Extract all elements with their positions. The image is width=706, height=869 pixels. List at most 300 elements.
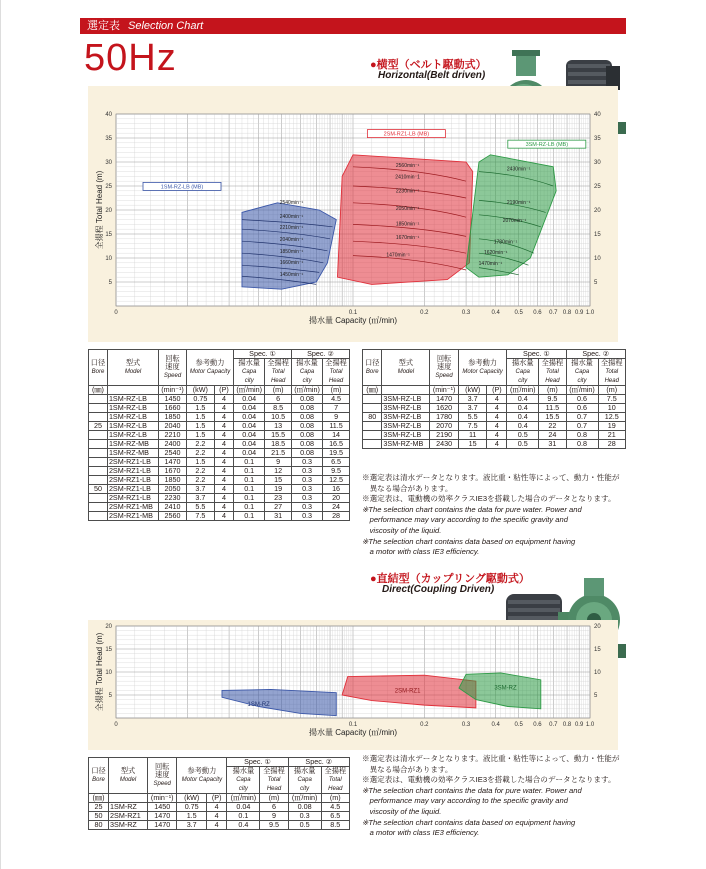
- col-speed: 回転 速度 Speed: [159, 350, 187, 386]
- cell-cap1: 0.04: [234, 431, 265, 440]
- cell-model: 3SM-RZ: [109, 821, 148, 830]
- cell-speed: 1620: [430, 404, 459, 413]
- note-3c: viscosity of the liquid.: [362, 525, 442, 535]
- unit-p: (P): [487, 386, 507, 395]
- cell-cap2: 0.7: [566, 422, 598, 431]
- note-3c: viscosity of the liquid.: [362, 806, 442, 816]
- cell-model: 2SM-RZ1-LB: [107, 467, 158, 476]
- x-tick-label: 0.5: [514, 310, 523, 316]
- y-tick-label: 15: [105, 232, 112, 238]
- cell-bore: [89, 467, 108, 476]
- cell-speed: 2070: [430, 422, 459, 431]
- cell-head1: 6: [260, 803, 288, 812]
- cell-kw: 11: [458, 431, 487, 440]
- direct-title-en: Direct(Coupling Driven): [382, 584, 495, 595]
- cell-head2: 19: [598, 422, 626, 431]
- note-1b: 異なる場合があります。: [362, 764, 453, 774]
- cell-p: 4: [214, 467, 233, 476]
- cell-speed: 1660: [159, 404, 187, 413]
- cell-head2: 4.5: [323, 395, 350, 404]
- speed-label: 1470min⁻¹: [478, 261, 503, 268]
- belt-spec-table-2: [362, 349, 626, 449]
- cell-head2: 6.5: [321, 812, 349, 821]
- x-tick-label: 0.9: [574, 722, 584, 728]
- unit-p: (P): [214, 386, 233, 395]
- cell-cap2: 0.08: [292, 440, 323, 449]
- speed-label: 1620min⁻¹: [483, 250, 508, 257]
- cell-cap1: 0.5: [507, 440, 539, 449]
- x-tick-label: 0.8: [562, 722, 572, 728]
- cell-bore: 80: [89, 821, 109, 830]
- cell-head1: 15.5: [539, 413, 566, 422]
- cell-model: 2SM-RZ1-MB: [107, 503, 158, 512]
- cell-speed: 1850: [159, 476, 187, 485]
- table-row: [89, 821, 350, 830]
- y-tick-label-right: 25: [594, 184, 601, 190]
- speed-label: 2070min⁻¹: [502, 218, 527, 224]
- cell-p: 4: [214, 404, 233, 413]
- speed-label: 1850min⁻¹: [395, 221, 420, 228]
- cell-model: 1SM-RZ: [109, 803, 148, 812]
- table-row: [363, 440, 626, 449]
- cell-head1: 31: [539, 440, 566, 449]
- belt-chart: [88, 86, 618, 342]
- cell-bore: [89, 404, 108, 413]
- cell-cap1: 0.4: [507, 422, 539, 431]
- cell-cap1: 0.04: [234, 449, 265, 458]
- cell-cap1: 0.04: [234, 404, 265, 413]
- cell-p: 4: [206, 821, 226, 830]
- col-motor: 参考動力 Motor Capacity: [186, 350, 233, 386]
- cell-model: 2SM-RZ1-LB: [107, 485, 158, 494]
- cell-p: 4: [214, 485, 233, 494]
- cell-p: 4: [214, 503, 233, 512]
- x-axis-label: 揚水量 Capacity (㎥/min): [308, 316, 398, 325]
- unit-kw: (kW): [458, 386, 487, 395]
- cell-head1: 15.5: [265, 431, 292, 440]
- col-head2: 全揚程 Total Head: [323, 359, 350, 386]
- cell-cap2: 0.5: [288, 821, 321, 830]
- y-tick-label: 20: [105, 208, 112, 214]
- note-1: ※選定表は清水データとなります。液比重・粘性等によって、動力・性能が: [362, 473, 620, 482]
- x-tick-label: 0.3: [461, 310, 471, 316]
- col-motor: 参考動力 Motor Capacity: [458, 350, 506, 386]
- col-motor: 参考動力 Motor Capacity: [177, 758, 227, 794]
- note-4: ※The selection chart contains data based on equipment having: [362, 817, 576, 827]
- cell-kw: 7.5: [186, 512, 214, 521]
- x-tick-label: 0.6: [533, 310, 542, 316]
- cell-p: 4: [487, 422, 507, 431]
- col-spec1: Spec. ①: [234, 350, 292, 359]
- cell-model: 1SM-RZ-LB: [107, 413, 158, 422]
- y-axis-label: 全揚程 Total Head (m): [95, 632, 104, 712]
- y-tick-label: 5: [108, 280, 112, 286]
- unit-cap2: (㎥/min): [566, 386, 598, 395]
- cell-kw: 1.5: [186, 413, 214, 422]
- unit-cap2: (㎥/min): [292, 386, 323, 395]
- cell-cap1: 0.04: [234, 440, 265, 449]
- header-bar: [80, 18, 626, 34]
- cell-p: 4: [487, 431, 507, 440]
- x-tick-label: 0: [114, 722, 118, 728]
- direct-chart: [88, 620, 618, 750]
- cell-cap1: 0.04: [227, 803, 260, 812]
- unit-speed: (min⁻¹): [147, 794, 176, 803]
- col-spec2: Spec. ②: [292, 350, 350, 359]
- cell-speed: 1470: [430, 395, 459, 404]
- cell-cap2: 0.08: [292, 422, 323, 431]
- cell-head1: 27: [265, 503, 292, 512]
- cell-p: 4: [214, 449, 233, 458]
- speed-label: 2040min⁻¹: [279, 237, 304, 244]
- y-tick-label-right: 5: [594, 693, 598, 699]
- series-label: 3SM-RZ: [494, 685, 517, 692]
- cell-head1: 9.5: [260, 821, 288, 830]
- cell-head2: 7.5: [598, 395, 626, 404]
- cell-cap2: 0.08: [288, 803, 321, 812]
- x-tick-label: 0.8: [562, 310, 572, 316]
- cell-cap2: 0.7: [566, 413, 598, 422]
- unit-speed: (min⁻¹): [159, 386, 187, 395]
- cell-head2: 28: [323, 512, 350, 521]
- y-tick-label: 10: [105, 256, 112, 262]
- cell-kw: 2.2: [186, 476, 214, 485]
- cell-cap1: 0.4: [507, 395, 539, 404]
- cell-bore: 50: [89, 812, 109, 821]
- cell-bore: [89, 458, 108, 467]
- unit-speed: (min⁻¹): [430, 386, 459, 395]
- cell-model: 2SM-RZ1-LB: [107, 494, 158, 503]
- cell-cap2: 0.08: [292, 449, 323, 458]
- cell-cap2: 0.3: [292, 467, 323, 476]
- cell-head2: 19.5: [323, 449, 350, 458]
- x-tick-label: 0.4: [491, 722, 500, 728]
- cell-head2: 24: [323, 503, 350, 512]
- speed-label: 2210min⁻¹: [279, 225, 304, 232]
- cell-cap1: 0.1: [234, 467, 265, 476]
- cell-bore: [89, 512, 108, 521]
- unit-head2: (m): [323, 386, 350, 395]
- cell-cap2: 0.3: [288, 812, 321, 821]
- cell-head2: 4.5: [321, 803, 349, 812]
- y-tick-label: 10: [105, 670, 112, 676]
- unit-cap2: (㎥/min): [288, 794, 321, 803]
- frequency-title: 50Hz: [84, 37, 177, 79]
- cell-model: 3SM-RZ-LB: [382, 404, 430, 413]
- col-cap1: 揚水量 Capa city: [234, 359, 265, 386]
- cell-kw: 0.75: [177, 803, 207, 812]
- cell-model: 1SM-RZ-LB: [107, 431, 158, 440]
- col-speed: 回転 速度 Speed: [430, 350, 459, 386]
- unit-cap1: (㎥/min): [234, 386, 265, 395]
- col-cap2: 揚水量 Capa city: [288, 767, 321, 794]
- cell-model: 2SM-RZ1-LB: [107, 476, 158, 485]
- cell-cap1: 0.4: [507, 413, 539, 422]
- cell-cap1: 0.1: [234, 485, 265, 494]
- unit-bore: (㎜): [363, 386, 382, 395]
- cell-bore: [89, 395, 108, 404]
- speed-label: 2190min⁻¹: [506, 200, 531, 207]
- col-bore: 口径 Bore: [89, 350, 108, 386]
- note-3: ※The selection chart contains the data for pure water. Power and: [362, 785, 582, 795]
- cell-head1: 15: [265, 476, 292, 485]
- cell-speed: 1470: [159, 458, 187, 467]
- page-edge: [0, 0, 1, 869]
- cell-head2: 21: [598, 431, 626, 440]
- cell-cap2: 0.3: [292, 494, 323, 503]
- belt-title-jp: ●横型（ベルト駆動式）: [370, 59, 487, 71]
- cell-bore: [89, 440, 108, 449]
- cell-bore: [89, 503, 108, 512]
- cell-head2: 12.5: [598, 413, 626, 422]
- cell-model: 2SM-RZ1: [109, 812, 148, 821]
- cell-head2: 7: [323, 404, 350, 413]
- cell-cap2: 0.3: [292, 512, 323, 521]
- cell-bore: 50: [89, 485, 108, 494]
- col-cap2: 揚水量 Capa city: [292, 359, 323, 386]
- cell-kw: 1.5: [186, 422, 214, 431]
- col-speed: 回転 速度 Speed: [147, 758, 176, 794]
- y-tick-label: 35: [105, 136, 112, 142]
- cell-kw: 2.2: [186, 440, 214, 449]
- y-tick-label: 20: [105, 624, 112, 630]
- cell-model: 1SM-RZ-MB: [107, 440, 158, 449]
- header-title-en: Selection Chart: [128, 20, 204, 32]
- cell-bore: [363, 440, 382, 449]
- cell-head1: 13: [265, 422, 292, 431]
- speed-label: 1660min⁻¹: [279, 260, 304, 267]
- cell-cap1: 0.4: [507, 404, 539, 413]
- cell-bore: 80: [363, 413, 382, 422]
- cell-cap2: 0.6: [566, 395, 598, 404]
- col-head1: 全揚程 Total Head: [265, 359, 292, 386]
- y-tick-label-right: 15: [594, 232, 601, 238]
- cell-speed: 1450: [147, 803, 176, 812]
- cell-kw: 1.5: [186, 458, 214, 467]
- cell-cap2: 0.3: [292, 485, 323, 494]
- cell-p: 4: [487, 440, 507, 449]
- cell-speed: 2190: [430, 431, 459, 440]
- cell-cap2: 0.8: [566, 440, 598, 449]
- cell-cap2: 0.8: [566, 431, 598, 440]
- cell-head1: 9: [265, 458, 292, 467]
- col-head1: 全揚程 Total Head: [539, 359, 566, 386]
- unit-bore: (㎜): [89, 794, 109, 803]
- series-label: 3SM-RZ-LB (MB): [525, 142, 569, 149]
- table-row: [89, 512, 350, 521]
- cell-head2: 11.5: [323, 422, 350, 431]
- cell-p: 4: [214, 476, 233, 485]
- cell-bore: [89, 494, 108, 503]
- speed-label: 1780min⁻¹: [493, 239, 518, 246]
- speed-label: 1670min⁻¹: [395, 234, 420, 241]
- cell-speed: 2560: [159, 512, 187, 521]
- y-tick-label-right: 40: [594, 112, 601, 118]
- cell-cap2: 0.3: [292, 458, 323, 467]
- cell-kw: 1.5: [186, 404, 214, 413]
- x-tick-label: 0: [114, 310, 118, 316]
- cell-bore: [363, 395, 382, 404]
- cell-kw: 7.5: [458, 422, 487, 431]
- cell-head1: 6: [265, 395, 292, 404]
- cell-cap1: 0.1: [234, 512, 265, 521]
- note-3: ※The selection chart contains the data for pure water. Power and: [362, 504, 582, 514]
- speed-label: 2410min⁻1: [395, 174, 420, 181]
- cell-speed: 2540: [159, 449, 187, 458]
- note-2: ※選定表は、電動機の効率クラスIE3を搭載した場合のデータとなります。: [362, 775, 616, 785]
- y-tick-label: 40: [105, 112, 112, 118]
- y-tick-label-right: 15: [594, 647, 601, 653]
- unit-head2: (m): [321, 794, 349, 803]
- cell-cap1: 0.1: [234, 494, 265, 503]
- cell-bore: 25: [89, 422, 108, 431]
- cell-kw: 3.7: [458, 395, 487, 404]
- cell-speed: 2050: [159, 485, 187, 494]
- cell-kw: 3.7: [186, 494, 214, 503]
- cell-cap1: 0.1: [234, 458, 265, 467]
- direct-notes: [362, 754, 632, 839]
- cell-cap1: 0.04: [234, 422, 265, 431]
- speed-label: 1850min⁻¹: [279, 249, 304, 256]
- cell-speed: 1780: [430, 413, 459, 422]
- cell-bore: [89, 449, 108, 458]
- cell-kw: 2.2: [186, 449, 214, 458]
- y-tick-label-right: 20: [594, 624, 601, 630]
- x-tick-label: 0.5: [514, 722, 523, 728]
- cell-model: 2SM-RZ1-LB: [107, 458, 158, 467]
- speed-label: 2230min⁻¹: [395, 188, 420, 195]
- y-tick-label-right: 20: [594, 208, 601, 214]
- cell-kw: 1.5: [186, 431, 214, 440]
- note-1b: 異なる場合があります。: [362, 483, 453, 493]
- unit-head1: (m): [260, 794, 288, 803]
- col-bore: 口径 Bore: [89, 758, 109, 794]
- cell-head1: 24: [539, 431, 566, 440]
- cell-cap2: 0.3: [292, 476, 323, 485]
- unit-cap1: (㎥/min): [227, 794, 260, 803]
- series-label: 2SM-RZ1-LB (MB): [383, 131, 430, 138]
- belt-notes: [362, 473, 632, 558]
- cell-speed: 1470: [147, 812, 176, 821]
- cell-kw: 2.2: [186, 467, 214, 476]
- cell-head1: 31: [265, 512, 292, 521]
- col-spec2: Spec. ②: [566, 350, 625, 359]
- cell-kw: 0.75: [186, 395, 214, 404]
- cell-speed: 2040: [159, 422, 187, 431]
- y-tick-label: 25: [105, 184, 112, 190]
- cell-head2: 6.5: [323, 458, 350, 467]
- header-title-jp: 選定表: [87, 20, 120, 32]
- cell-kw: 5.5: [186, 503, 214, 512]
- y-tick-label: 30: [105, 160, 112, 166]
- col-cap2: 揚水量 Capa city: [566, 359, 598, 386]
- y-tick-label-right: 10: [594, 670, 601, 676]
- cell-speed: 1670: [159, 467, 187, 476]
- cell-p: 4: [206, 812, 226, 821]
- x-tick-label: 0.6: [533, 722, 542, 728]
- cell-head1: 21.5: [265, 449, 292, 458]
- cell-p: 4: [214, 413, 233, 422]
- col-model: 型式 Model: [107, 350, 158, 386]
- cell-cap1: 0.04: [234, 395, 265, 404]
- cell-head1: 12: [265, 467, 292, 476]
- cell-bore: [363, 422, 382, 431]
- cell-kw: 3.7: [458, 404, 487, 413]
- belt-spec-table-1: [88, 349, 350, 521]
- x-tick-label: 0.7: [549, 310, 558, 316]
- series-label: 2SM-RZ1: [394, 688, 421, 695]
- unit-kw: (kW): [186, 386, 214, 395]
- cell-head1: 11.5: [539, 404, 566, 413]
- cell-p: 4: [487, 395, 507, 404]
- cell-p: 4: [214, 440, 233, 449]
- col-spec1: Spec. ①: [507, 350, 566, 359]
- cell-p: 4: [214, 431, 233, 440]
- speed-label: 1470min⁻¹: [386, 252, 410, 259]
- x-tick-label: 1.0: [585, 310, 595, 316]
- unit-kw: (kW): [177, 794, 207, 803]
- unit-p: (P): [206, 794, 226, 803]
- cell-model: 1SM-RZ-MB: [107, 449, 158, 458]
- cell-head1: 10.5: [265, 413, 292, 422]
- cell-cap1: 0.04: [234, 413, 265, 422]
- cell-cap1: 0.1: [234, 503, 265, 512]
- col-cap1: 揚水量 Capa city: [227, 767, 260, 794]
- series-label: 1SM-RZ: [247, 702, 270, 709]
- unit-head2: (m): [598, 386, 626, 395]
- cell-cap1: 0.1: [227, 812, 260, 821]
- cell-speed: 1470: [147, 821, 176, 830]
- note-3b: performance may vary according to the specific gravity and: [362, 515, 568, 525]
- cell-head1: 23: [265, 494, 292, 503]
- cell-model: 1SM-RZ-LB: [107, 395, 158, 404]
- cell-bore: [89, 431, 108, 440]
- cell-cap2: 0.08: [292, 431, 323, 440]
- x-axis-label: 揚水量 Capacity (㎥/min): [308, 728, 398, 737]
- cell-p: 4: [214, 395, 233, 404]
- cell-head1: 22: [539, 422, 566, 431]
- cell-model: 3SM-RZ-LB: [382, 413, 430, 422]
- cell-cap2: 0.3: [292, 503, 323, 512]
- cell-p: 4: [214, 512, 233, 521]
- col-model: 型式 Model: [382, 350, 430, 386]
- cell-head2: 12.5: [323, 476, 350, 485]
- cell-kw: 3.7: [186, 485, 214, 494]
- speed-label: 2560min⁻¹: [395, 162, 420, 169]
- belt-title-en: Horizontal(Belt driven): [378, 70, 486, 81]
- speed-label: 2050min⁻¹: [395, 206, 420, 212]
- cell-p: 4: [487, 404, 507, 413]
- cell-cap1: 0.4: [227, 821, 260, 830]
- y-tick-label: 15: [105, 647, 112, 653]
- cell-p: 4: [214, 422, 233, 431]
- x-tick-label: 0.1: [348, 310, 358, 316]
- col-cap1: 揚水量 Capa city: [507, 359, 539, 386]
- cell-head2: 20: [323, 494, 350, 503]
- x-tick-label: 0.3: [461, 722, 471, 728]
- cell-p: 4: [487, 413, 507, 422]
- x-tick-label: 0.9: [574, 310, 584, 316]
- cell-model: 2SM-RZ1-MB: [107, 512, 158, 521]
- col-bore: 口径 Bore: [363, 350, 382, 386]
- cell-head2: 16: [323, 485, 350, 494]
- cell-head2: 16.5: [323, 440, 350, 449]
- x-tick-label: 0.2: [420, 310, 429, 316]
- cell-model: 1SM-RZ-LB: [107, 422, 158, 431]
- cell-kw: 1.5: [177, 812, 207, 821]
- cell-speed: 2210: [159, 431, 187, 440]
- series-label: 1SM-RZ-LB (MB): [160, 184, 204, 191]
